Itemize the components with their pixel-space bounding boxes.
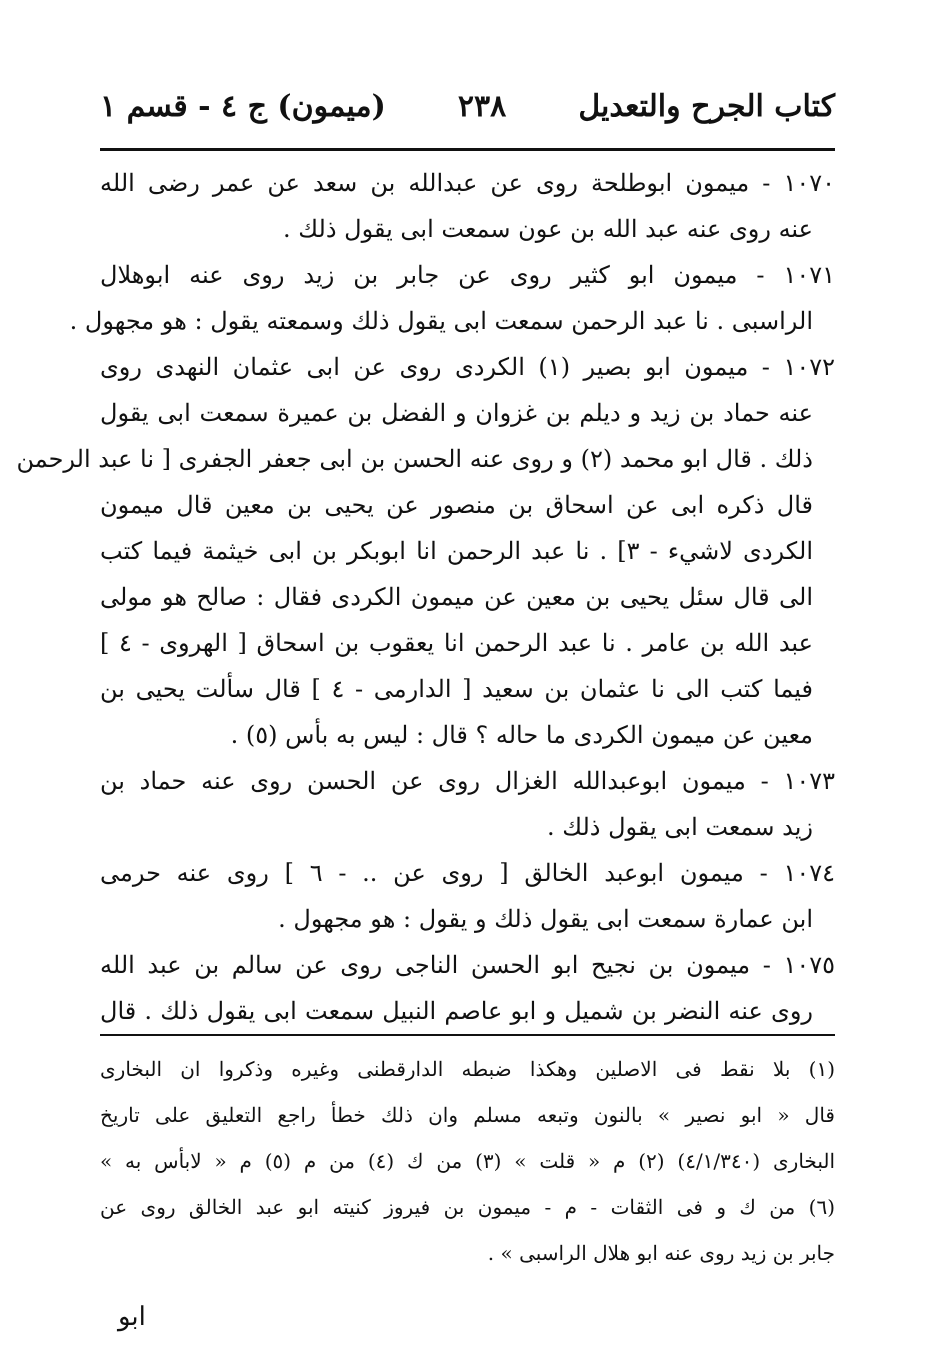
entry-line: الراسبى . نا عبد الرحمن سمعت ابى يقول ذلك وسمعته يقول : هو مجهول . (69, 307, 813, 335)
entries-list (16, 160, 836, 1034)
page-number: ٢٣٨ (457, 88, 507, 124)
entry-line: ١٠٧٢ - ميمون ابو بصير (١) الكردى روى عن ابى عثمان النهدى روى (100, 353, 835, 381)
entry (16, 344, 835, 758)
entry-line: ١٠٧٣ - ميمون ابوعبدالله الغزال روى عن الحسن روى عنه حماد بن (100, 767, 835, 795)
section-label: (ميمون) ج ٤ - قسم ١ (100, 88, 386, 124)
entry-line: عنه حماد بن زيد و ديلم بن غزوان و الفضل بن عميرة سمعت ابى يقول (100, 399, 813, 427)
book-title: كتاب الجرح والتعديل (578, 88, 835, 124)
entry-line: زيد سمعت ابى يقول ذلك . (546, 813, 813, 841)
footnote-line: (١) بلا نقط فى الاصلين وهكذا ضبطه الدارقطنى وغيره وذكروا ان البخارى (100, 1057, 835, 1081)
entry (69, 252, 835, 344)
header-rule (100, 148, 835, 151)
catchword: ابو (118, 1302, 146, 1332)
entry-line: الى قال سئل يحيى بن معين عن ميمون الكردى فقال : صالح هو مولى (100, 583, 813, 611)
entry-line: ذلك . قال ابو محمد (٢) و روى عنه الحسن بن ابى جعفر الجفرى [ نا عبد الرحمن (16, 445, 813, 473)
entry-line: روى عنه النضر بن شميل و ابو عاصم النبيل سمعت ابى يقول ذلك . قال (100, 997, 813, 1025)
running-header (100, 80, 835, 132)
entry (100, 758, 835, 850)
entry-line: فيما كتب الى نا عثمان بن سعيد [ الدارمى - ٤ ] قال سألت يحيى بن (100, 675, 813, 703)
footnotes (100, 1046, 835, 1276)
entry-line: عنه روى عنه عبد الله بن عون سمعت ابى يقول ذلك . (283, 215, 813, 243)
entry-line: ١٠٧٤ - ميمون ابوعبد الخالق [ روى عن .. - ٦ ] روى عنه حرمى (100, 859, 836, 887)
entry-line: ١٠٧٥ - ميمون بن نجيح ابو الحسن الناجى روى عن سالم بن عبد الله (100, 951, 835, 979)
footnote-line: جابر بن زيد روى عنه ابو هلال الراسبى » . (487, 1241, 835, 1265)
entry (100, 942, 835, 1034)
footnote-line: البخارى (٤/١/٣٤٠) (٢) م « قلت » (٣) من ك (٤) من م (٥) م « لابأس به » (100, 1149, 836, 1173)
entry (100, 850, 835, 942)
entry-line: الكردى لاشيء - ٣] . نا عبد الرحمن انا ابوبكر بن ابى خيثمة فيما كتب (100, 537, 814, 565)
footnote-line: (٦) من ك و فى الثقات - م - ميمون بن فيروز كنيته ابو عبد الخالق روى عن (100, 1195, 835, 1219)
entry-line: معين عن ميمون الكردى ما حاله ؟ قال : ليس به بأس (٥) . (230, 721, 813, 749)
footnote-line: قال « ابو نصير » بالنون وتبعه مسلم وان ذلك خطأ راجع التعليق على تاريخ (100, 1103, 835, 1127)
footnote-rule (100, 1034, 835, 1036)
entry (100, 160, 835, 252)
entry-line: قال ذكره ابى عن اسحاق بن منصور عن يحيى بن معين قال ميمون (100, 491, 813, 519)
entry-line: ١٠٧١ - ميمون ابو كثير روى عن جابر بن زيد روى عنه ابوهلال (100, 261, 835, 289)
entry-line: عبد الله بن عامر . نا عبد الرحمن انا يعقوب بن اسحاق [ الهروى - ٤ ] (100, 629, 813, 657)
entry-line: ابن عمارة سمعت ابى يقول ذلك و يقول : هو مجهول . (278, 905, 813, 933)
entry-line: ١٠٧٠ - ميمون ابوطلحة روى عن عبدالله بن سعد عن عمر رضى الله (100, 169, 835, 197)
